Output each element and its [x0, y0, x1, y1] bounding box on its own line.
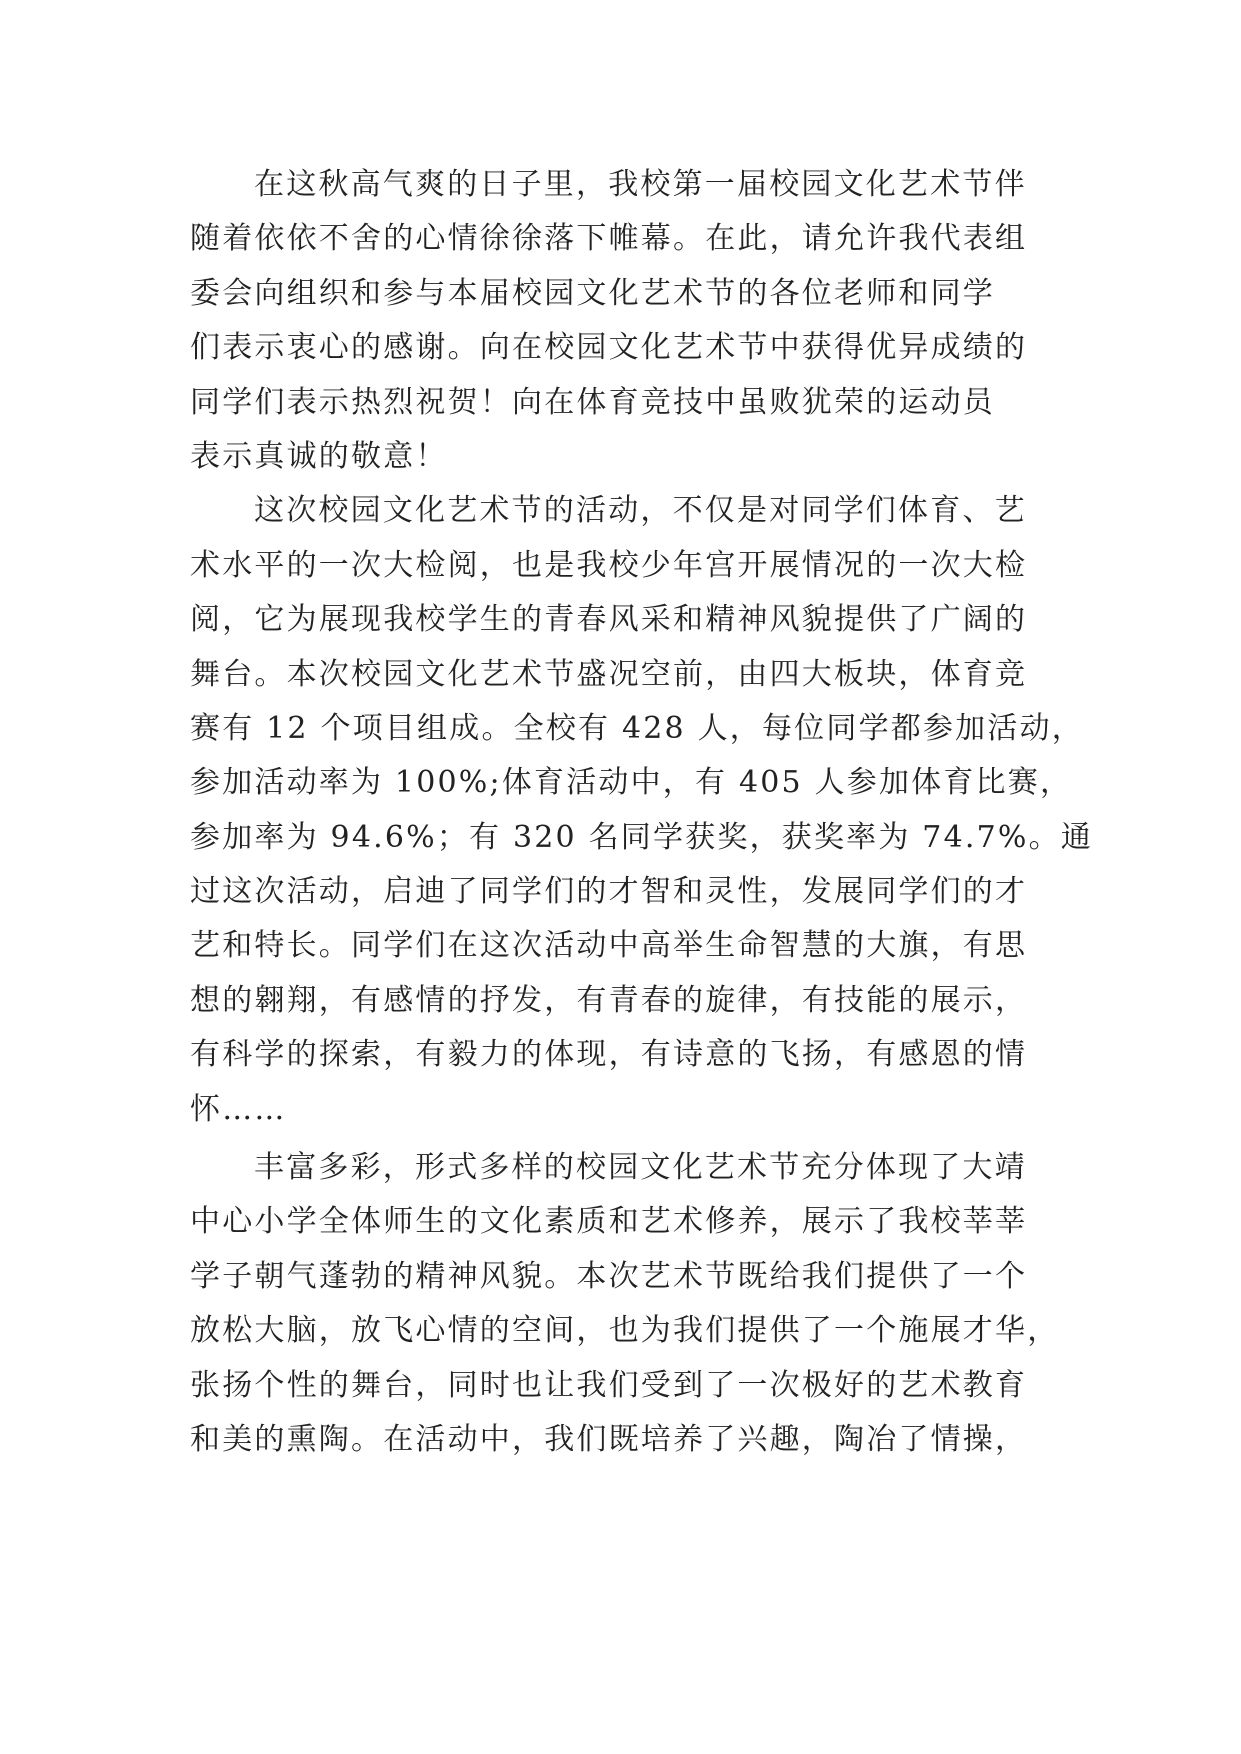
text-line: 艺和特长。同学们在这次活动中高举生命智慧的大旗，有思	[190, 928, 1028, 964]
text-line: 想的翱翔，有感情的抒发，有青春的旋律，有技能的展示，	[190, 982, 1028, 1018]
text-line: 们表示衷心的感谢。向在校园文化艺术节中获得优异成绩的	[190, 330, 1028, 366]
text-line: 放松大脑，放飞心情的空间，也为我们提供了一个施展才华，	[190, 1313, 1060, 1349]
text-line: 学子朝气蓬勃的精神风貌。本次艺术节既给我们提供了一个	[190, 1258, 1028, 1294]
text-line: 委会向组织和参与本届校园文化艺术节的各位老师和同学	[190, 275, 995, 311]
text-line: 在这秋高气爽的日子里，我校第一届校园文化艺术节伴	[254, 167, 1027, 202]
text-line: 术水平的一次大检阅，也是我校少年宫开展情况的一次大检	[190, 547, 1028, 583]
text-line: 有科学的探索，有毅力的体现，有诗意的飞扬，有感恩的情	[190, 1037, 1028, 1073]
text-line: 同学们表示热烈祝贺！向在体育竞技中虽败犹荣的运动员	[190, 384, 995, 420]
text-line: 怀……	[190, 1091, 287, 1127]
text-line: 参加率为 94.6%；有 320 名同学获奖，获奖率为 74.7%。通	[190, 819, 1094, 855]
text-line: 和美的熏陶。在活动中，我们既培养了兴趣，陶冶了情操，	[190, 1421, 1028, 1457]
text-line: 中心小学全体师生的文化素质和艺术修养，展示了我校莘莘	[190, 1204, 1028, 1240]
paragraph-2	[190, 484, 1094, 1137]
text-line: 张扬个性的舞台，同时也让我们受到了一次极好的艺术教育	[190, 1367, 1028, 1403]
text-line: 过这次活动，启迪了同学们的才智和灵性，发展同学们的才	[190, 874, 1028, 910]
text-line: 表示真诚的敬意！	[190, 438, 448, 474]
document-body	[190, 158, 1094, 1467]
text-line: 参加活动率为 100%;体育活动中，有 405 人参加体育比赛，	[190, 765, 1073, 801]
text-line: 随着依依不舍的心情徐徐落下帷幕。在此，请允许我代表组	[190, 221, 1028, 257]
text-line: 这次校园文化艺术节的活动，不仅是对同学们体育、艺	[254, 493, 1027, 529]
text-line: 赛有 12 个项目组成。全校有 428 人，每位同学都参加活动，	[190, 710, 1084, 746]
text-line: 阅，它为展现我校学生的青春风采和精神风貌提供了广阔的	[190, 602, 1028, 638]
text-line: 丰富多彩，形式多样的校园文化艺术节充分体现了大靖	[254, 1150, 1027, 1186]
paragraph-3	[190, 1141, 1070, 1467]
text-line: 舞台。本次校园文化艺术节盛况空前，由四大板块，体育竞	[190, 656, 1028, 692]
paragraph-1	[190, 158, 1070, 484]
